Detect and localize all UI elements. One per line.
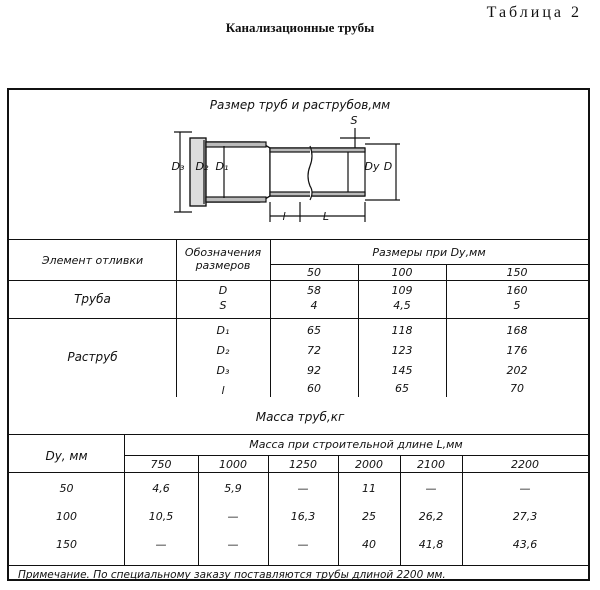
cell: 92 (307, 364, 321, 377)
length-col: 750 (150, 458, 172, 471)
cell: 176 (506, 344, 528, 357)
label-d1: D₁ (215, 160, 229, 173)
label-dy: Dу (364, 160, 380, 173)
length-col: 2200 (511, 458, 539, 471)
cell: 27,3 (512, 510, 538, 523)
cell: 4 (310, 299, 318, 312)
cell: 168 (506, 324, 528, 337)
row-element-pipe: Труба (74, 292, 111, 306)
cell: — (297, 482, 309, 495)
cell: 5,9 (224, 482, 242, 495)
header-designation: Обозначения размеров (184, 246, 262, 272)
header-mass: Масса при строительной длине L,мм (249, 438, 463, 451)
label-l-small: l (282, 210, 286, 223)
header-element: Элемент отливки (41, 254, 144, 267)
cell: — (425, 482, 437, 495)
cell: 25 (362, 510, 376, 523)
cell: 26,2 (418, 510, 444, 523)
length-col: 1000 (219, 458, 247, 471)
cell: — (227, 510, 239, 523)
size-col: 100 (391, 266, 413, 279)
label-d: D (383, 160, 393, 173)
cell: 4,5 (393, 299, 411, 312)
document-title: Канализационные трубы (225, 20, 375, 35)
cell: 72 (307, 344, 321, 357)
table-number: Таблица 2 (486, 4, 582, 21)
cell: 70 (510, 382, 524, 395)
label-d2: D₂ (195, 160, 209, 173)
size-col: 150 (506, 266, 528, 279)
designation: D₃ (216, 364, 230, 377)
cell: 118 (391, 324, 413, 337)
length-col: 1250 (289, 458, 317, 471)
row-element-socket: Раструб (67, 350, 118, 364)
cell: 58 (307, 284, 321, 297)
cell: — (297, 538, 309, 551)
diagram-caption: Размер труб и раструбов,мм (209, 98, 391, 112)
cell: 40 (362, 538, 376, 551)
cell: 202 (506, 364, 528, 377)
dy-cell: 50 (59, 482, 74, 495)
cell: 60 (307, 382, 321, 395)
cell: — (519, 482, 531, 495)
length-col: 2100 (417, 458, 445, 471)
mass-caption: Масса труб,кг (255, 410, 345, 424)
cell: 43,6 (512, 538, 538, 551)
cell: 10,5 (148, 510, 174, 523)
cell: 145 (391, 364, 413, 377)
label-d3: D₃ (171, 160, 185, 173)
cell: — (227, 538, 239, 551)
cell: 65 (395, 382, 409, 395)
cell: 109 (391, 284, 413, 297)
designation: S (219, 299, 227, 312)
length-col: 2000 (355, 458, 383, 471)
cell: 65 (307, 324, 321, 337)
cell: 4,6 (152, 482, 170, 495)
cell: — (155, 538, 167, 551)
cell: 11 (362, 482, 376, 495)
dy-cell: 150 (56, 538, 77, 551)
cell: 160 (506, 284, 528, 297)
note: Примечание. По специальному заказу поставляются трубы длиной 2200 мм. (18, 569, 446, 581)
size-col: 50 (307, 266, 321, 279)
label-s: S (350, 114, 358, 127)
label-l-big: L (322, 210, 330, 223)
dy-cell: 100 (56, 510, 77, 523)
cell: 123 (391, 344, 413, 357)
header-dy: Dу, мм (45, 449, 88, 463)
designation: D (218, 284, 228, 297)
cell: 5 (513, 299, 521, 312)
header-sizes: Размеры при Dу,мм (372, 246, 486, 259)
designation: D₂ (216, 344, 230, 357)
cell: 41,8 (418, 538, 444, 551)
cell: 16,3 (290, 510, 316, 523)
designation: l (221, 384, 225, 397)
designation: D₁ (216, 324, 230, 337)
